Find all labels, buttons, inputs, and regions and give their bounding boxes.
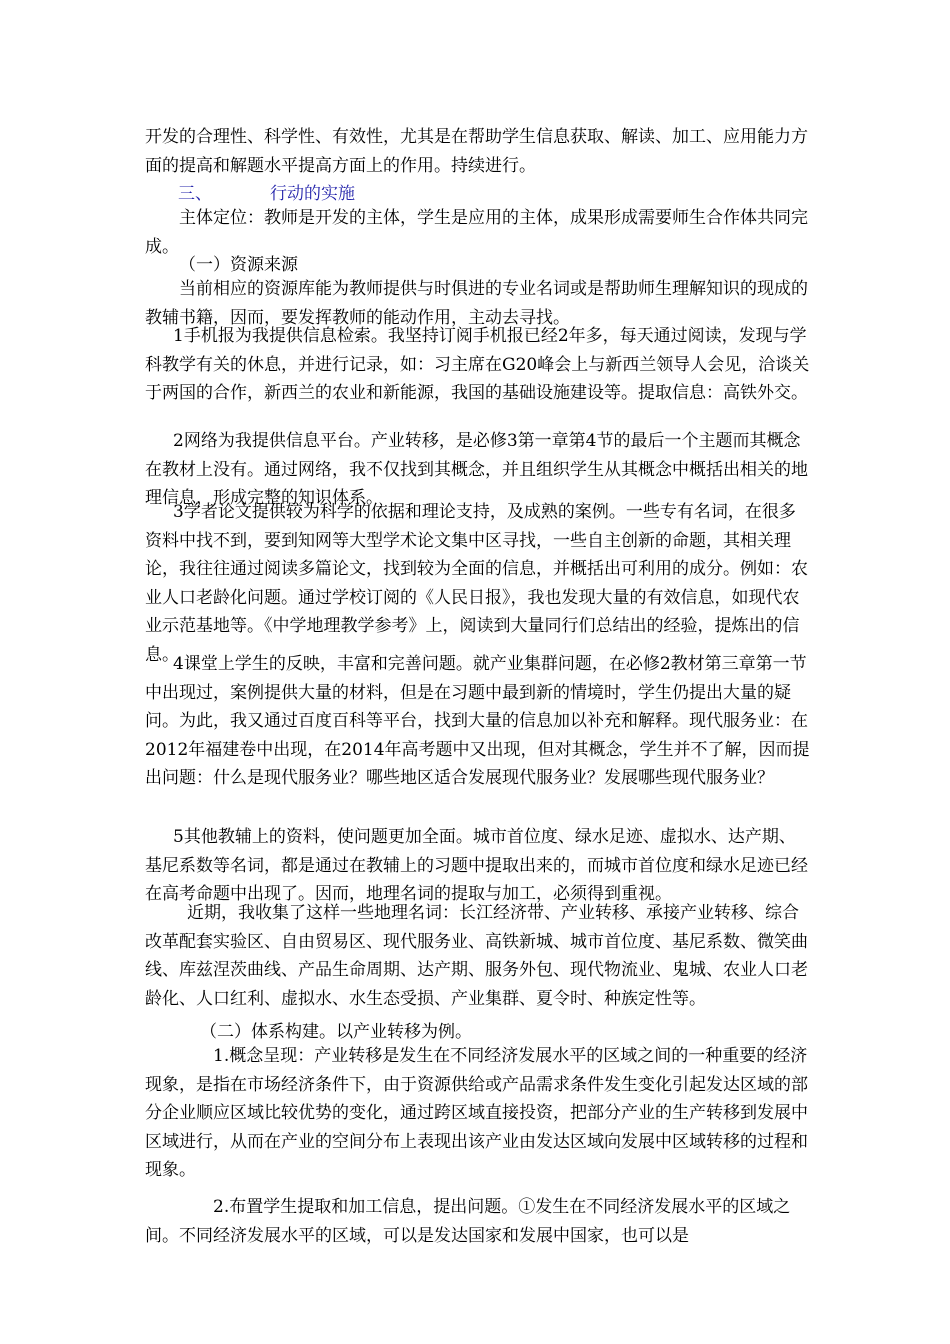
paragraph-continuation: 开发的合理性、科学性、有效性，尤其是在帮助学生信息获取、解读、加工、应用能力方面的提高和解题水平提高方面上的作用。持续进行。 [145, 127, 808, 176]
subheading-system-building: （二）体系构建。以产业转移为例。 [200, 1022, 472, 1042]
paragraph-network: 2网络为我提供信息平台。产业转移，是必修3第一章第4节的最后一个主题而其概念在教材上没有。通过网络，我不仅找到其概念，并且组织学生从其概念中概括出相关的地理信息，形成完整的知识体系。 [145, 431, 808, 509]
paragraph-main-role: 主体定位：教师是开发的主体，学生是应用的主体，成果形成需要师生合作体共同完成。 [145, 208, 808, 257]
section-title: 行动的实施 [270, 184, 355, 204]
paragraph-classroom-feedback: 4课堂上学生的反映，丰富和完善问题。就产业集群问题，在必修2教材第三章第一节中出现过，案例提供大量的材料，但是在习题中最到新的情境时，学生仍提出大量的疑问。为此，我又通过百度百科等平台，找到大量的信息加以补充和解释。现代服务业：在2012年福建卷中出现，在2014年高考题中又出现，但对其概念，学生并不了解，因而提出问题：什么是现代服务业？哪些地区适合发展现代服务业？发展哪些现代服务业？ [145, 654, 810, 789]
subheading-resource-source: （一）资源来源 [179, 255, 298, 275]
paragraph-concept: 1.概念呈现：产业转移是发生在不同经济发展水平的区域之间的一种重要的经济现象，是指在市场经济条件下，由于资源供给或产品需求条件发生变化引起发达区域的部分企业顺应区域比较优势的变化，通过跨区域直接投资，把部分产业的生产转移到发展中区域进行，从而在产业的空间分布上表现出该产业由发达区域向发展中区域转移的过程和现象。 [145, 1046, 808, 1181]
paragraph-resource-library: 当前相应的资源库能为教师提供与时俱进的专业名词或是帮助师生理解知识的现成的教辅书籍，因而，要发挥教师的能动作用，主动去寻找。 [145, 279, 808, 328]
paragraph-mobile-news: 1手机报为我提供信息检索。我坚持订阅手机报已经2年多，每天通过阅读，发现与学科教学有关的休息，并进行记录，如：习主席在G20峰会上与新西兰领导人会见，洽谈关于两国的合作，新西兰的农业和新能源，我国的基础设施建设等。提取信息：高铁外交。 [145, 326, 810, 404]
paragraph-assignment: 2.布置学生提取和加工信息，提出问题。①发生在不同经济发展水平的区域之间。不同经济发展水平的区域，可以是发达国家和发展中国家，也可以是 [145, 1197, 791, 1246]
paragraph-academic-papers: 3学者论文提供较为科学的依据和理论支持，及成熟的案例。一些专有名词，在很多资料中找不到，要到知网等大型学术论文集中区寻找，一些自主创新的命题，其相关理论，我往往通过阅读多篇论文，找到较为全面的信息，并概括出可利用的成分。例如：农业人口老龄化问题。通过学校订阅的《人民日报》，我也发现大量的有效信息，如现代农业示范基地等。《中学地理教学参考》上，阅读到大量同行们总结出的经验，提炼出的信息。 [145, 502, 808, 665]
section-number: 三、 [178, 184, 212, 204]
paragraph-teaching-aids: 5其他教辅上的资料，使问题更加全面。城市首位度、绿水足迹、虚拟水、达产期、基尼系数等名词，都是通过在教辅上的习题中提取出来的，而城市首位度和绿水足迹已经在高考命题中出现了。因而，地理名词的提取与加工，必须得到重视。 [145, 827, 808, 905]
paragraph-geography-terms: 近期，我收集了这样一些地理名词：长江经济带、产业转移、承接产业转移、综合改革配套实验区、自由贸易区、现代服务业、高铁新城、城市首位度、基尼系数、微笑曲线、库兹涅茨曲线、产品生命周期、达产期、服务外包、现代物流业、鬼城、农业人口老龄化、人口红利、虚拟水、水生态受损、产业集群、夏令时、种族定性等。 [145, 903, 808, 1009]
